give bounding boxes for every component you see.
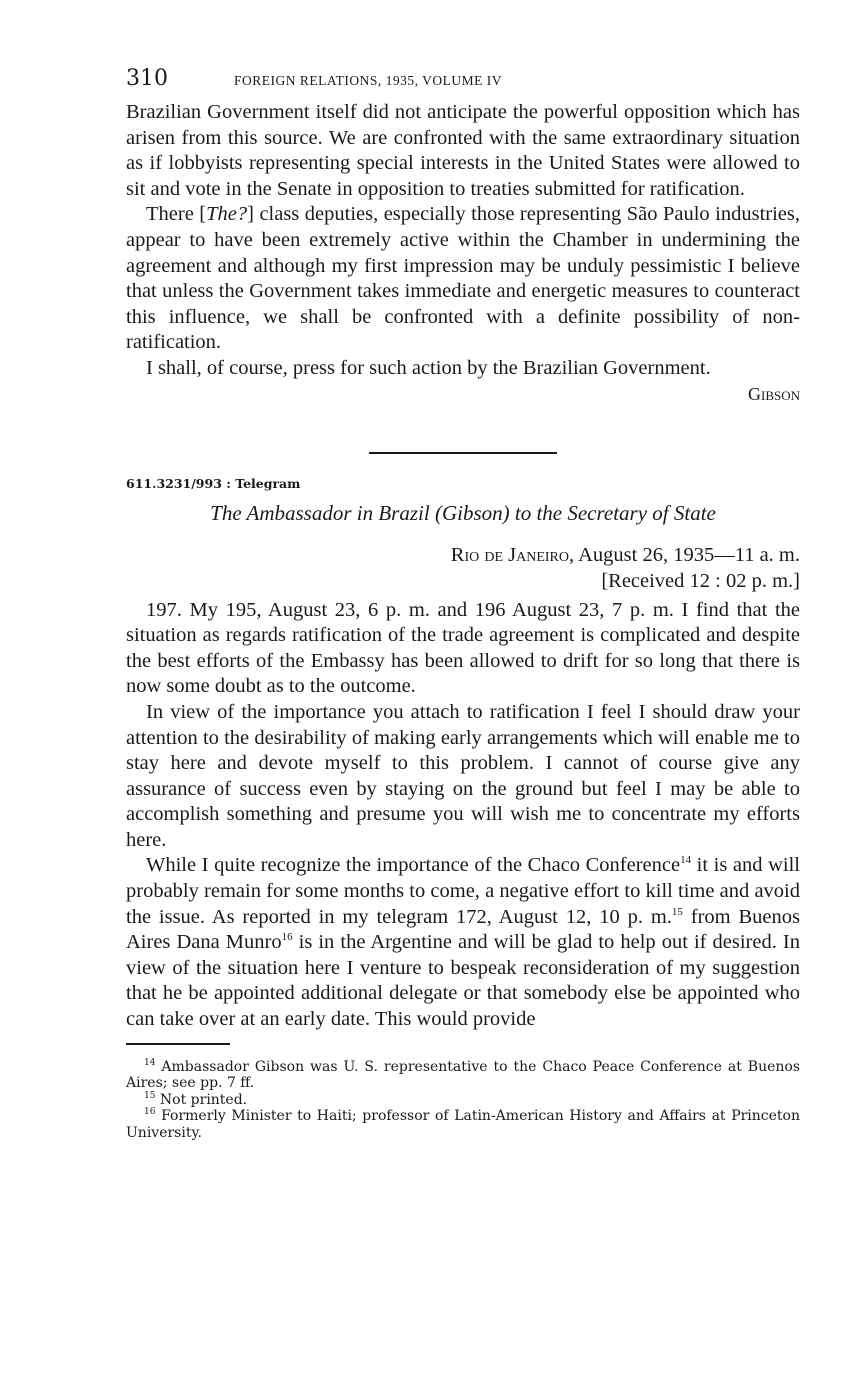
footnote-number: 16 xyxy=(144,1107,156,1118)
footnote: $^{14}$ Ambassador Gibson was U. S. representative to the Chaco Peace Conference at Buenos Aires; see pp. 7 ff. xyxy=(126,1057,801,1092)
paragraph: While I quite recognize the importance of the Chaco Conference$^{14}$ it is and will probably remain for some months to come, a negative effort to kill time and avoid the issue. As reported in my telegram 172, August 12, 10 p. m.$^{15}$ from Buenos Aires Dana Munro$^{16}$ is in the Argentine and will be glad to help out if desired. In view of the situation here I venture to bespeak reconsideration of my suggestion that he be appointed additional delegate or that somebody else be appointed who can take over at an early date. This would provide xyxy=(126,854,800,1031)
footnote-ref[interactable]: 15 xyxy=(671,905,683,918)
document-file-number: 611.3231/993 : Telegram xyxy=(126,475,301,491)
running-title: FOREIGN RELATIONS, 1935, VOLUME IV xyxy=(234,73,502,88)
section-divider xyxy=(369,452,557,454)
footnote-rule xyxy=(126,1043,230,1045)
footnote: $^{15}$ Not printed. xyxy=(144,1090,248,1108)
telegram-body xyxy=(126,598,800,1033)
previous-document-continuation xyxy=(126,100,800,382)
paragraph: There [The?] class deputies, especially those representing São Paulo industries, appear to have been extremely active within the Chamber in undermining the agreement and although my first impression may be unduly pessimistic I believe that unless the Government takes immediate and energetic measures to counteract this influence, we shall be confronted with a definite possibility of non-ratification. xyxy=(126,203,800,354)
footnote: $^{16}$ Formerly Minister to Haiti; professor of Latin-American History and Affairs at Princeton University. xyxy=(126,1107,800,1141)
paragraph: 197. My 195, August 23, 6 p. m. and 196 August 23, 7 p. m. I find that the situation as regards ratification of the trade agreement is complicated and despite the best efforts of the Embassy has been allowed to drift for so long that there is now some doubt as to the outcome. xyxy=(126,598,800,698)
paragraph: In view of the importance you attach to ratification I feel I should draw your attention to the desirability of making early arrangements which will enable me to stay here and devote myself to this problem. I cannot of course give any assurance of success even by staying on the ground but feel I may be able to accomplish something and presume you will wish me to concentrate my efforts here. xyxy=(126,700,800,851)
paragraph: I shall, of course, press for such action by the Brazilian Government. xyxy=(146,356,711,379)
dateline-place: Rio de Janeiro xyxy=(450,543,569,566)
page-number: 310 xyxy=(126,66,168,91)
footnote-ref[interactable]: 16 xyxy=(281,931,293,944)
footnotes xyxy=(126,1059,800,1142)
document-heading: The Ambassador in Brazil (Gibson) to the Secretary of State xyxy=(210,500,716,525)
dateline xyxy=(126,542,800,594)
document-page xyxy=(126,66,800,1141)
dateline-sent: Rio de Janeiro, August 26, 1935—11 a. m. xyxy=(450,543,800,566)
running-header xyxy=(126,66,800,100)
footnote-ref[interactable]: 14 xyxy=(680,854,692,867)
dateline-received: [Received 12 : 02 p. m.] xyxy=(601,569,800,592)
footnote-number: 15 xyxy=(144,1090,156,1101)
footnote-number: 14 xyxy=(144,1057,156,1068)
editorial-insertion: The? xyxy=(206,203,248,226)
paragraph: Brazilian Government itself did not anticipate the powerful opposition which has arisen from this source. We are confronted with the same extraordinary situation as if lobbyists representing special interests in the United States were allowed to sit and vote in the Senate in opposition to treaties submitted for ratification. xyxy=(126,101,800,200)
signature: Gibson xyxy=(747,383,800,404)
